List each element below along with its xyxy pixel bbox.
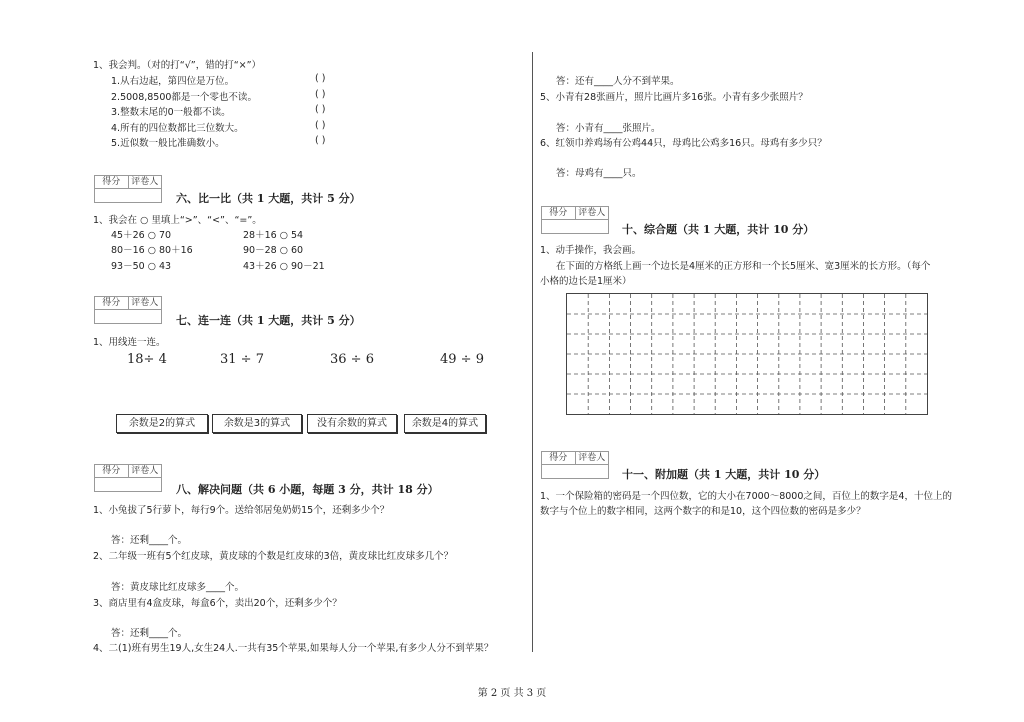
judge-paren-4[interactable]: ( ) bbox=[315, 120, 326, 131]
grader-label: 评卷人 bbox=[576, 452, 609, 465]
section-6-title: 六、比一比（共 1 大题，共计 5 分） bbox=[176, 192, 361, 205]
s10-desc-line1: 在下面的方格纸上画一个边长是4厘米的正方形和一个长5厘米、宽3厘米的长方形。（每个 bbox=[556, 261, 931, 272]
s8-a2: 答：黄皮球比红皮球多____个。 bbox=[111, 582, 245, 593]
section-7-title: 七、连一连（共 1 大题，共计 5 分） bbox=[176, 314, 361, 327]
score-label: 得分 bbox=[542, 452, 576, 465]
grader-label: 评卷人 bbox=[576, 207, 609, 220]
score-label: 得分 bbox=[95, 297, 129, 310]
remainder-box-3[interactable]: 余数是3的算式 bbox=[212, 414, 302, 433]
compare-left-1: 45＋26 ○ 70 bbox=[111, 230, 172, 241]
compare-left-2: 80－16 ○ 80＋16 bbox=[111, 245, 193, 256]
section-10-title: 十、综合题（共 1 大题，共计 10 分） bbox=[622, 223, 815, 236]
s8-q1: 1、小兔拔了5行萝卜，每行9个。送给邻居兔奶奶15个，还剩多少个？ bbox=[93, 505, 390, 516]
grader-label: 评卷人 bbox=[129, 176, 162, 189]
judge-item-1: 1.从右边起，第四位是万位。 bbox=[111, 76, 235, 87]
grid-paper[interactable] bbox=[566, 293, 928, 415]
score-box bbox=[541, 451, 609, 479]
s8-a3: 答：还剩____个。 bbox=[111, 628, 188, 639]
question-6: 6、红领巾养鸡场有公鸡44只，母鸡比公鸡多16只。母鸡有多少只？ bbox=[540, 138, 827, 149]
section-11-title: 十一、附加题（共 1 大题，共计 10 分） bbox=[622, 468, 826, 481]
s11-line2: 数字与个位上的数字相同，这两个数字的和是10，这个四位数的密码是多少？ bbox=[540, 506, 866, 517]
score-box bbox=[94, 175, 162, 203]
s10-desc-line2: 小格的边长是1厘米） bbox=[540, 276, 632, 287]
judge-paren-1[interactable]: ( ) bbox=[315, 73, 326, 84]
judge-paren-2[interactable]: ( ) bbox=[315, 89, 326, 100]
judge-item-5: 5.近似数一般比准确数小。 bbox=[111, 138, 225, 149]
score-box bbox=[94, 296, 162, 324]
grader-label: 评卷人 bbox=[129, 297, 162, 310]
judge-paren-3[interactable]: ( ) bbox=[315, 104, 326, 115]
score-box bbox=[541, 206, 609, 234]
division-expr-2: 31 ÷ 7 bbox=[220, 352, 264, 367]
s8-a1: 答：还剩____个。 bbox=[111, 535, 188, 546]
division-expr-3: 36 ÷ 6 bbox=[330, 352, 374, 367]
s8-q3: 3、商店里有4盒皮球，每盒6个，卖出20个，还剩多少个？ bbox=[93, 598, 342, 609]
question-5: 5、小青有28张画片，照片比画片多16张。小青有多少张照片？ bbox=[540, 92, 808, 103]
grader-label: 评卷人 bbox=[129, 465, 162, 478]
remainder-box-4[interactable]: 余数是4的算式 bbox=[404, 414, 486, 433]
column-divider bbox=[532, 52, 533, 652]
no-remainder-box[interactable]: 没有余数的算式 bbox=[307, 414, 397, 433]
score-label: 得分 bbox=[95, 465, 129, 478]
score-box bbox=[94, 464, 162, 492]
division-expr-1: 18÷ 4 bbox=[127, 352, 167, 367]
judge-paren-5[interactable]: ( ) bbox=[315, 135, 326, 146]
answer-4: 答：还有____人分不到苹果。 bbox=[556, 76, 680, 87]
score-label: 得分 bbox=[542, 207, 576, 220]
division-expr-4: 49 ÷ 9 bbox=[440, 352, 484, 367]
judge-item-4: 4.所有的四位数都比三位数大。 bbox=[111, 123, 244, 134]
section-8-title: 八、解决问题（共 6 小题，每题 3 分，共计 18 分） bbox=[176, 483, 439, 496]
s8-q2: 2、二年级一班有5个红皮球，黄皮球的个数是红皮球的3倍，黄皮球比红皮球多几个？ bbox=[93, 551, 454, 562]
remainder-box-2[interactable]: 余数是2的算式 bbox=[116, 414, 208, 433]
compare-right-3: 43＋26 ○ 90－21 bbox=[243, 261, 325, 272]
judge-item-3: 3.整数末尾的0一般都不读。 bbox=[111, 107, 231, 118]
compare-left-3: 93－50 ○ 43 bbox=[111, 261, 172, 272]
compare-right-1: 28＋16 ○ 54 bbox=[243, 230, 304, 241]
grid-lines bbox=[567, 294, 927, 414]
s6-question: 1、我会在 ○ 里填上“>”、“<”、“=”。 bbox=[93, 215, 262, 226]
compare-right-2: 90－28 ○ 60 bbox=[243, 245, 304, 256]
q5-title: 1、我会判。（对的打“√”，错的打“×”） bbox=[93, 60, 261, 71]
s8-q4: 4、二(1)班有男生19人,女生24人.一共有35个苹果,如果每人分一个苹果,有多少人分不到苹果？ bbox=[93, 643, 494, 654]
answer-6: 答：母鸡有____只。 bbox=[556, 168, 642, 179]
s7-question: 1、用线连一连。 bbox=[93, 337, 166, 348]
s11-line1: 1、一个保险箱的密码是一个四位数，它的大小在7000～8000之间，百位上的数字是4，十位上的 bbox=[540, 491, 952, 502]
answer-5: 答：小青有____张照片。 bbox=[556, 123, 661, 134]
score-label: 得分 bbox=[95, 176, 129, 189]
judge-item-2: 2.5008,8500都是一个零也不读。 bbox=[111, 92, 257, 103]
page-footer: 第 2 页 共 3 页 bbox=[477, 688, 547, 699]
s10-question: 1、动手操作，我会画。 bbox=[540, 245, 642, 256]
